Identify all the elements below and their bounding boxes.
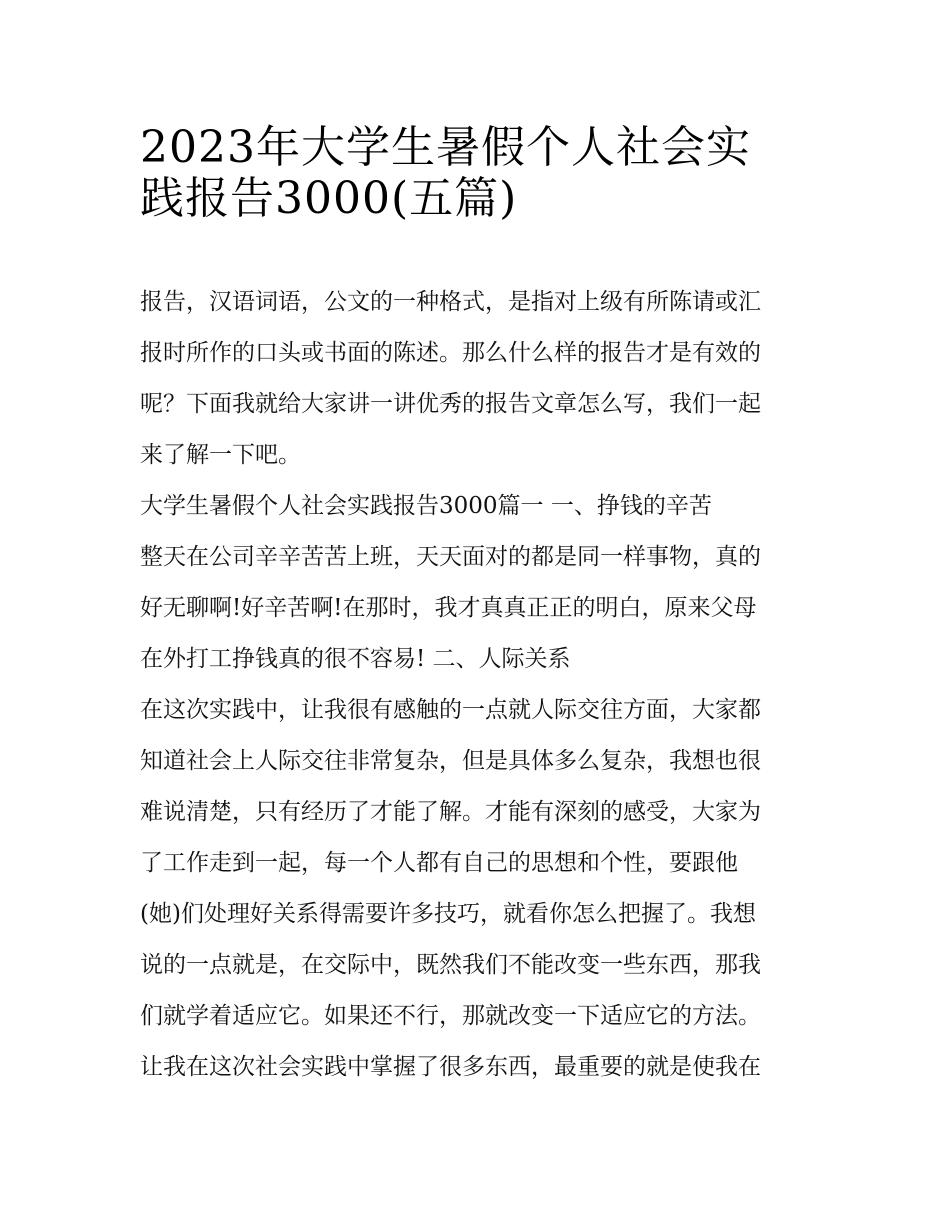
- document-body: [140, 277, 820, 1093]
- body-line: 在外打工挣钱真的很不容易! 二、人际关系: [140, 646, 571, 672]
- body-line: 了工作走到一起，每一个人都有自己的思想和个性，要跟他: [140, 850, 738, 876]
- body-line: (她)们处理好关系得需要许多技巧，就看你怎么把握了。我想: [140, 901, 756, 927]
- body-line: 说的一点就是，在交际中，既然我们不能改变一些东西，那我: [140, 952, 761, 978]
- title-line-1: 2023年大学生暑假个人社会实: [140, 122, 751, 173]
- body-line: 知道社会上人际交往非常复杂，但是具体多么复杂，我想也很: [140, 748, 761, 774]
- body-line: 整天在公司辛辛苦苦上班，天天面对的都是同一样事物，真的: [140, 544, 761, 570]
- body-line: 报时所作的口头或书面的陈述。那么什么样的报告才是有效的: [140, 340, 761, 366]
- document-title: [140, 110, 820, 224]
- body-line: 来了解一下吧。: [140, 442, 301, 468]
- title-line-2: 践报告3000(五篇): [140, 173, 518, 224]
- body-line: 好无聊啊!好辛苦啊!在那时，我才真真正正的明白，原来父母: [140, 595, 757, 621]
- body-line: 难说清楚，只有经历了才能了解。才能有深刻的感受，大家为: [140, 799, 761, 825]
- body-line: 呢？下面我就给大家讲一讲优秀的报告文章怎么写，我们一起: [140, 391, 761, 417]
- body-line: 们就学着适应它。如果还不行，那就改变一下适应它的方法。: [140, 1003, 761, 1029]
- body-line: 在这次实践中，让我很有感触的一点就人际交往方面，大家都: [140, 697, 761, 723]
- body-line: 报告，汉语词语，公文的一种格式，是指对上级有所陈请或汇: [140, 289, 761, 315]
- section-heading-line: 大学生暑假个人社会实践报告3000篇一 一、挣钱的辛苦: [140, 493, 712, 519]
- body-line: 让我在这次社会实践中掌握了很多东西，最重要的就是使我在: [140, 1054, 761, 1080]
